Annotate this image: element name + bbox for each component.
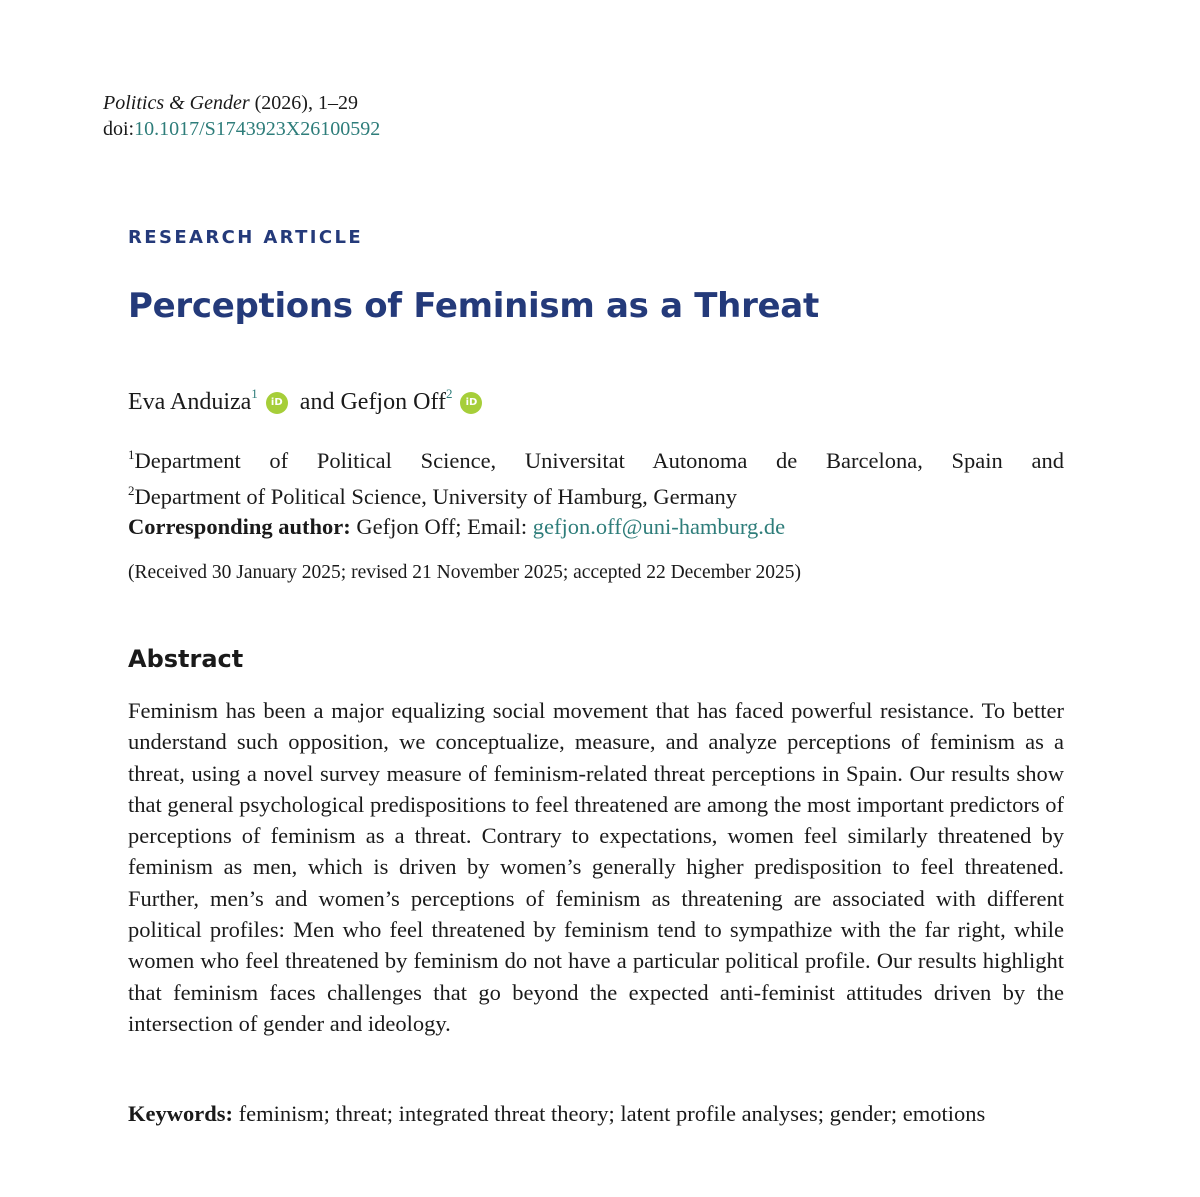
affiliation-text: Department of Political Science, Universitat Autonoma de Barcelona, Spain and <box>134 448 1064 473</box>
journal-name: Politics & Gender <box>103 92 250 114</box>
journal-line <box>103 90 380 116</box>
orcid-icon[interactable]: iD <box>266 392 288 414</box>
email-link[interactable]: gefjon.off@uni-hamburg.de <box>532 514 786 539</box>
page-title: Perceptions of Feminism as a Threat <box>128 286 819 326</box>
article-type-label: RESEARCH ARTICLE <box>128 227 364 248</box>
affiliation-text: Department of Political Science, University of Hamburg, Germany <box>134 484 738 509</box>
author-list <box>128 386 488 416</box>
keywords-label: Keywords: <box>128 1101 233 1126</box>
doi-line <box>103 116 380 142</box>
author-affil-marker[interactable]: 1 <box>251 386 258 401</box>
doi-prefix: doi: <box>103 118 135 140</box>
author-affil-marker[interactable]: 2 <box>445 386 453 401</box>
affiliation-item <box>128 440 1064 476</box>
corresponding-text: Gefjon Off; Email: <box>350 514 533 539</box>
keywords-text: feminism; threat; integrated threat theory; latent profile analyses; gender; emotions <box>233 1101 986 1126</box>
affiliation-number: 1 <box>128 447 135 462</box>
author-conjunction: and <box>293 389 341 415</box>
keywords <box>128 1098 1064 1130</box>
affiliations <box>128 440 1064 542</box>
affiliation-number: 2 <box>128 483 135 498</box>
journal-citation <box>103 90 380 142</box>
corresponding-author <box>128 512 1064 542</box>
author-name[interactable]: Gefjon Off <box>340 389 446 415</box>
corresponding-label: Corresponding author: <box>128 514 351 539</box>
affiliation-item <box>128 476 1064 512</box>
journal-year-pages: (2026), 1–29 <box>249 92 358 114</box>
abstract-text: Feminism has been a major equalizing social movement that has faced powerful resistance. To better understand such opposition, we conceptualize, measure, and analyze perceptions of feminism as a threat, using a novel survey measure of feminism-related threat perceptions in Spain. Our results show that general psychological predispositions to feel threatened are among the most important predictors of perceptions of feminism as a threat. Contrary to expectations, women feel similarly threatened by feminism as men, which is driven by women’s generally higher predisposition to feel threatened. Further, men’s and women’s perceptions of feminism as threatening are associated with different political profiles: Men who feel threatened by feminism tend to sympathize with the far right, while women who feel threatened by feminism do not have a particular political profile. Our results highlight that feminism faces challenges that go beyond the expected anti-feminist attitudes driven by the intersection of gender and ideology. <box>128 698 1064 1036</box>
abstract-heading: Abstract <box>128 645 244 673</box>
received-dates: (Received 30 January 2025; revised 21 November 2025; accepted 22 December 2025) <box>128 562 802 583</box>
doi-link[interactable]: 10.1017/S1743923X26100592 <box>134 118 381 140</box>
author-name[interactable]: Eva Anduiza <box>128 389 252 415</box>
orcid-icon[interactable]: iD <box>460 392 482 414</box>
